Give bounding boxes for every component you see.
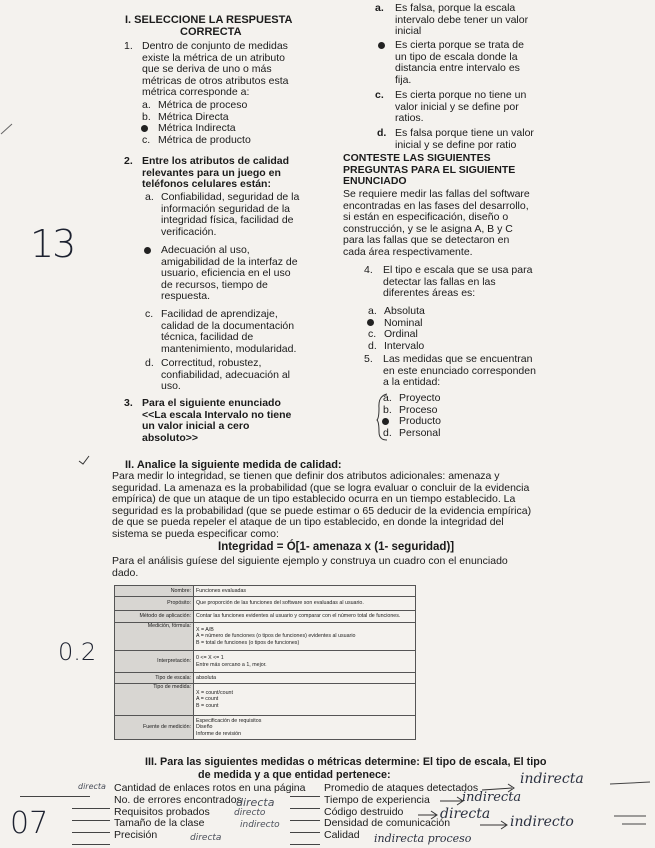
contest-intro: Se requiere medir las fallas del software encontradas en las fases del desarrollo, si están en especificación, diseño o construcción, y se le asigna A, B y C para las fallas que se detectaron en cada área respectivamente. bbox=[343, 188, 530, 258]
q5-option-c: Producto bbox=[383, 416, 533, 428]
section-2-title: II. Analice la siguiente medida de calidad: bbox=[125, 459, 342, 471]
answer-line bbox=[290, 820, 320, 821]
table-row: Nombre: Funciones evaluadas bbox=[115, 586, 416, 597]
q2-stem: Entre los atributos de calidad relevantes para un juego en teléfonos celulares están: bbox=[142, 155, 290, 191]
handwritten-score: 0.2 bbox=[58, 638, 97, 666]
section-3-title-2: de medida y a que entidad pertenece: bbox=[198, 769, 391, 781]
answer-line bbox=[290, 844, 320, 845]
list-item: No. de errores encontrados bbox=[114, 793, 242, 806]
table-row: Interpretación: 0 <= X <= 1 Entre más cercano a 1, mejor. bbox=[115, 651, 416, 673]
handwritten-answer: indirecto bbox=[510, 814, 574, 830]
q1-option-c: Métrica Indirecta bbox=[142, 123, 342, 135]
q2-number: 2. bbox=[124, 155, 133, 167]
table-row: Propósito: Que proporción de las funciones del software son evaluadas al usuario. bbox=[115, 597, 416, 611]
q5-number: 5. bbox=[364, 353, 373, 365]
list-item: Promedio de ataques detectados bbox=[324, 782, 479, 794]
list-item: Precisión bbox=[114, 829, 158, 842]
answer-line bbox=[20, 796, 90, 797]
handwritten-answer: directo bbox=[234, 808, 266, 818]
section-2-after: Para el análisis guíese del siguiente ejemplo y construya un cuadro con el enunciado dado. bbox=[112, 555, 508, 579]
list-item: Calidad bbox=[324, 829, 360, 842]
check-mark-icon bbox=[78, 455, 90, 465]
table-row: Tipo de medida: X = count/count A = count B = count bbox=[115, 684, 416, 716]
q5-option-a: a. Proyecto bbox=[383, 392, 441, 404]
bracket-mark-icon bbox=[375, 392, 389, 442]
answer-line bbox=[72, 808, 110, 809]
handwritten-answer: indirecta bbox=[520, 771, 584, 787]
q5-option-d: d. Personal bbox=[383, 426, 441, 439]
answer-line bbox=[72, 820, 110, 821]
dash-mark-icon bbox=[606, 778, 654, 844]
handwritten-answer: directa bbox=[440, 806, 491, 822]
table-row: Fuente de medición: Especificación de requisitos Diseño Informe de revisión bbox=[115, 716, 416, 740]
handwritten-answer: directa bbox=[190, 833, 222, 843]
q2-option-d: d. Correctitud, robustez, confiabilidad, adecuación al uso. bbox=[145, 357, 291, 393]
q5-option-b: b. Proceso bbox=[383, 403, 438, 416]
q1-option-b: b. Métrica Directa bbox=[142, 110, 229, 123]
handwritten-answer: directa bbox=[78, 782, 106, 791]
q4-option-a: a. Absoluta bbox=[368, 305, 425, 317]
q3-number: 3. bbox=[124, 397, 133, 409]
q1-stem: Dentro de conjunto de medidas existe la métrica de un atributo que se deriva de uno o más métricas de otros atributos esta métrica corresponde a: bbox=[142, 40, 289, 99]
section-1-title: I. SELECCIONE LA RESPUESTA bbox=[125, 14, 293, 26]
q4-option-d: d. Intervalo bbox=[368, 339, 425, 352]
answer-line bbox=[290, 832, 320, 833]
list-item: Requisitos probados bbox=[114, 805, 210, 818]
q2-option-c: c. Facilidad de aprendizaje, calidad de la documentación técnica, facilidad de mantenimiento, modularidad. bbox=[145, 308, 297, 355]
handwritten-answer: indirecto bbox=[240, 820, 280, 830]
section-3-title: III. Para las siguientes medidas o métricas determine: El tipo de escala, El tipo bbox=[145, 756, 547, 768]
answer-line bbox=[72, 844, 110, 845]
table-row: Tipo de escala: absoluta bbox=[115, 673, 416, 684]
margin-mark-icon bbox=[0, 122, 14, 136]
q4-options bbox=[368, 306, 548, 352]
arrow-icon bbox=[438, 796, 468, 806]
list-item: Código destruido bbox=[324, 805, 404, 818]
list-item: Cantidad de enlaces rotos en una página bbox=[114, 782, 306, 794]
q4-number: 4. bbox=[364, 264, 373, 276]
q1-option-d: c. Métrica de producto bbox=[142, 133, 251, 146]
section-contest-title: CONTESTE LAS SIGUIENTES PREGUNTAS PARA EL SIGUIENTE ENUNCIADO bbox=[343, 152, 516, 188]
arrow-icon bbox=[480, 774, 540, 796]
example-metric-table bbox=[114, 585, 416, 740]
handwritten-answer: indirecta bbox=[462, 790, 522, 805]
list-item: Tiempo de experiencia bbox=[324, 793, 430, 806]
metrics-left-list bbox=[114, 783, 344, 842]
q3-stem: Para el siguiente enunciado <<La escala Intervalo no tiene un valor inicial a cero absoluto>> bbox=[142, 397, 292, 444]
q5-options bbox=[383, 393, 533, 439]
section-1-title-2: CORRECTA bbox=[180, 26, 242, 38]
q1-options bbox=[142, 100, 342, 146]
selected-mark-icon bbox=[367, 319, 374, 326]
q1-option-a: a. Métrica de proceso bbox=[142, 99, 248, 111]
selected-mark-icon bbox=[141, 125, 148, 132]
q2-option-a: a. Confiabilidad, seguridad de la información seguridad de la integridad física, facilidad de verificación. bbox=[145, 191, 300, 238]
selected-mark-icon bbox=[378, 42, 385, 49]
q3-option-c: c. Es cierta porque no tiene un valor inicial y se define por ratios. bbox=[375, 89, 527, 125]
section-2-paragraph: Para medir lo integridad, se tienen que definir dos atributos adicionales: amenaza y seguridad. La amenaza es la probabilidad (que se logra evaluar o concluir de la evidencia empírica) de que un ataque de un tipo establecido ocurra en un tiempo establecido. La seguridad es la probabilidad (que se puede estimar o 65 deducir de la evidencia empírica) de que se pueda repeler el ataque de un tipo establecido, en donde la integridad del sistema se pueda especificar como: bbox=[112, 470, 532, 540]
q4-option-c: c. Ordinal bbox=[368, 328, 418, 341]
answer-line bbox=[72, 832, 110, 833]
q3-option-b: Es cierta porque se trata de un tipo de escala donde la distancia entre intervalo es fija. bbox=[375, 40, 575, 86]
handwritten-score: 07 bbox=[10, 806, 49, 841]
q5-stem: Las medidas que se encuentran en este enunciado corresponden a la entidad: bbox=[383, 353, 536, 389]
handwritten-score: 13 bbox=[30, 222, 75, 266]
list-item: Densidad de comunicación bbox=[324, 817, 451, 830]
q1-number: 1. bbox=[124, 40, 133, 52]
answer-line bbox=[290, 808, 320, 809]
arrow-icon bbox=[416, 810, 442, 820]
handwritten-answer: indirecta proceso bbox=[374, 832, 472, 845]
table-row: Medición, fórmula: X = A/B A = número de funciones (o tipos de funciones) evidentes al usuario B = total de funciones (o tipos de funciones) bbox=[115, 623, 416, 651]
q3-option-d: d. Es falsa porque tiene un valor inicial y se define por ratio bbox=[377, 127, 534, 151]
table-row: Método de aplicación: Contar las funciones evidentes al usuario y comparar con el número total de funciones. bbox=[115, 611, 416, 623]
q4-stem: El tipo e escala que se usa para detectar las fallas en las diferentes áreas es: bbox=[383, 264, 533, 300]
answer-line bbox=[290, 796, 320, 797]
q4-option-b: Nominal bbox=[368, 318, 548, 330]
selected-mark-icon bbox=[144, 247, 151, 254]
handwritten-answer: directa bbox=[236, 796, 275, 809]
q2-option-b: Adecuación al uso, amigabilidad de la interfaz de usuario, eficiencia en el uso de recursos, tiempo de respuesta. bbox=[145, 245, 345, 303]
q3-option-a: a. Es falsa, porque la escala intervalo debe tener un valor inicial bbox=[375, 2, 529, 38]
list-item: Tamaño de la clase bbox=[114, 817, 205, 830]
arrow-icon bbox=[478, 820, 512, 830]
integrity-formula: Integridad = Ó[1- amenaza x (1- seguridad)] bbox=[218, 541, 455, 553]
